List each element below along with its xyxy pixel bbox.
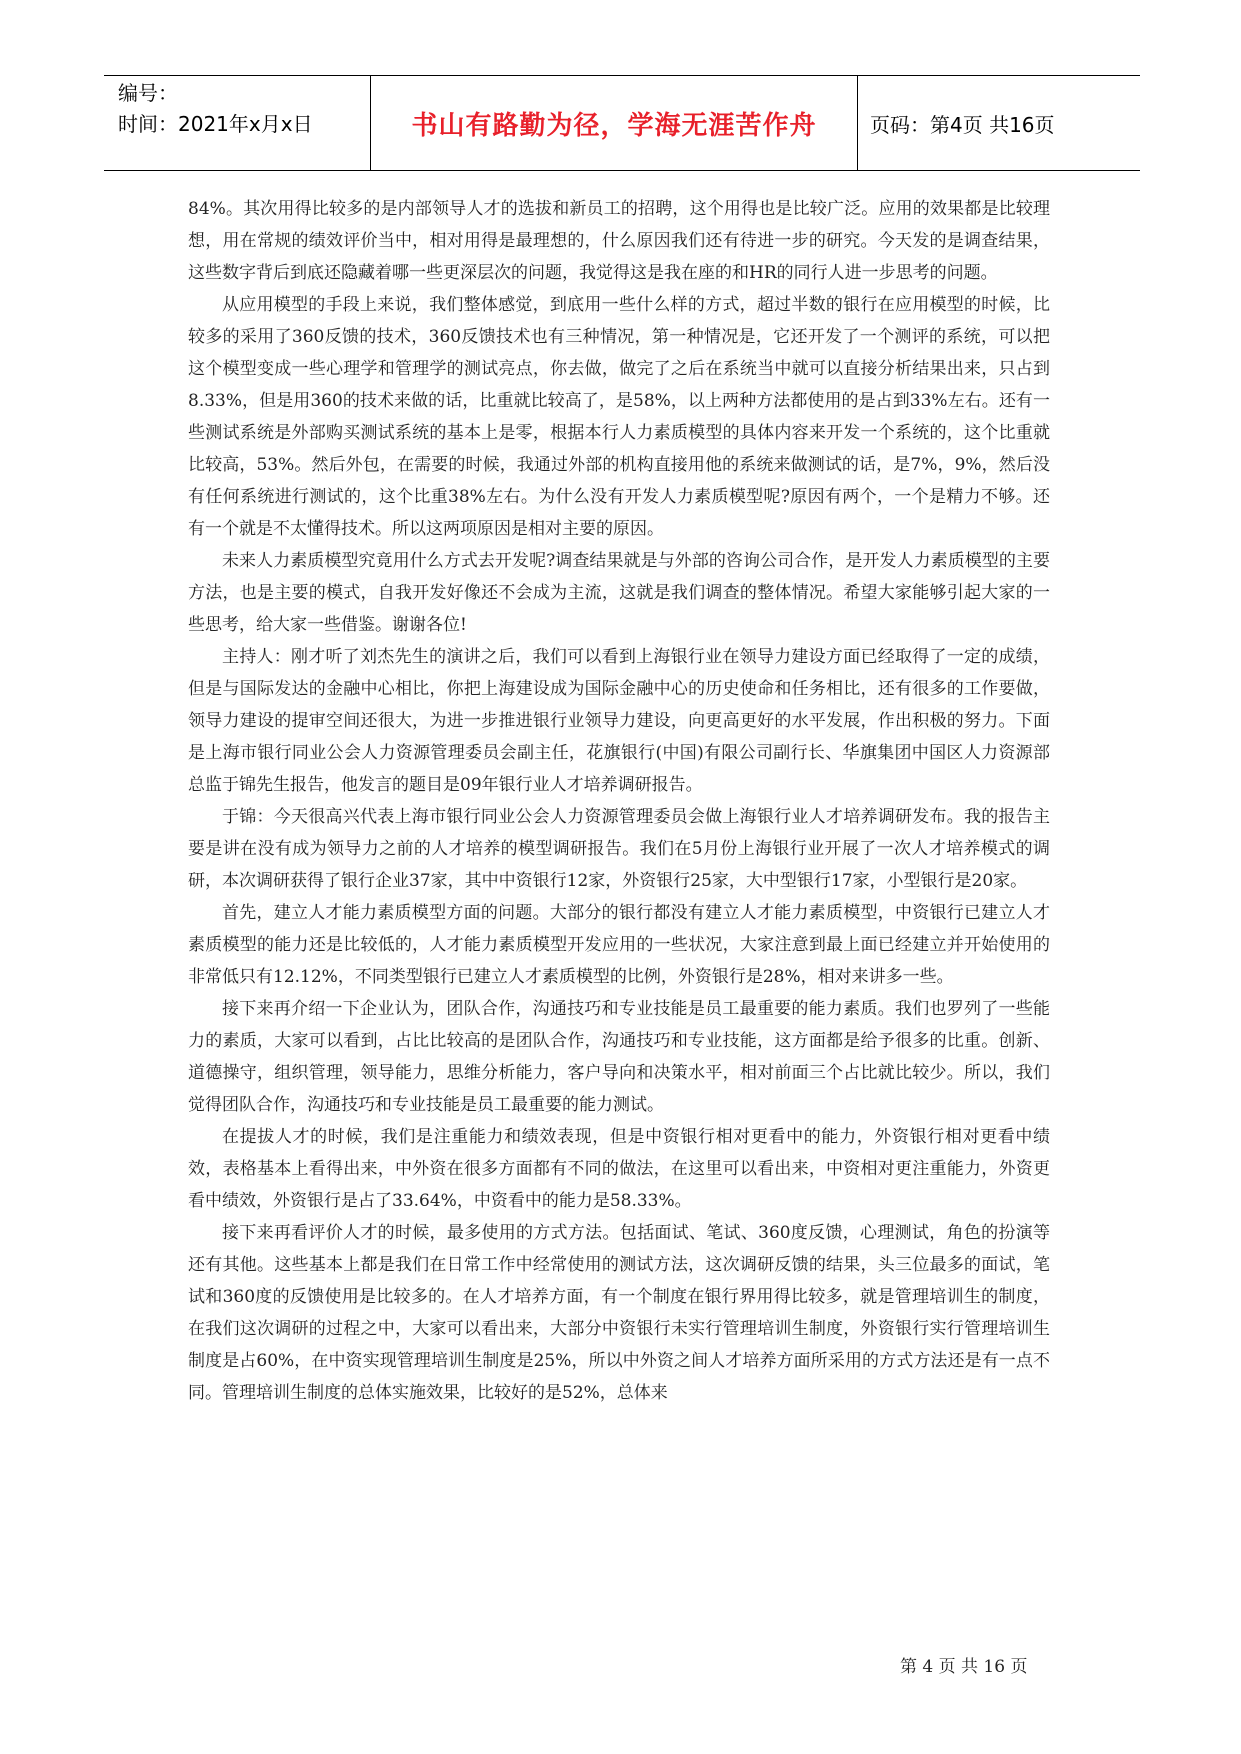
paragraph: 未来人力素质模型究竟用什么方式去开发呢?调查结果就是与外部的咨询公司合作，是开发人力素质模型的主要方法，也是主要的模式，自我开发好像还不会成为主流，这就是我们调查的整体情况。希望大家能够引起大家的一些思考，给大家一些借鉴。谢谢各位! bbox=[188, 551, 1050, 635]
paragraph: 在提拔人才的时候，我们是注重能力和绩效表现，但是中资银行相对更看中的能力，外资银行相对更看中绩效，表格基本上看得出来，中外资在很多方面都有不同的做法，在这里可以看出来，中资相对更注重能力，外资更看中绩效，外资银行是占了33.64%，中资看中的能力是58.33%。 bbox=[188, 1127, 1050, 1211]
header-page-info: 页码：第4页 共16页 bbox=[870, 112, 1055, 137]
footer-page-number: 第 4 页 共 16 页 bbox=[900, 1657, 1028, 1677]
page-footer bbox=[900, 1652, 1027, 1677]
paragraph: 主持人：刚才听了刘杰先生的演讲之后，我们可以看到上海银行业在领导力建设方面已经取得了一定的成绩，但是与国际发达的金融中心相比，你把上海建设成为国际金融中心的历史使命和任务相比，还有很多的工作要做，领导力建设的提审空间还很大，为进一步推进银行业领导力建设，向更高更好的水平发展，作出积极的努力。下面是上海市银行同业公会人力资源管理委员会副主任，花旗银行(中国)有限公司副行长、华旗集团中国区人力资源部总监于锦先生报告，他发言的题目是09年银行业人才培养调研报告。 bbox=[188, 647, 1050, 795]
paragraph: 接下来再看评价人才的时候，最多使用的方式方法。包括面试、笔试、360度反馈，心理测试，角色的扮演等还有其他。这些基本上都是我们在日常工作中经常使用的测试方法，这次调研反馈的结果，头三位最多的面试，笔试和360度的反馈使用是比较多的。在人才培养方面，有一个制度在银行界用得比较多，就是管理培训生的制度，在我们这次调研的过程之中，大家可以看出来，大部分中资银行未实行管理培训生制度，外资银行实行管理培训生制度是占60%，在中资实现管理培训生制度是25%，所以中外资之间人才培养方面所采用的方式方法还是有一点不同。管理培训生制度的总体实施效果，比较好的是52%，总体来 bbox=[188, 1223, 1050, 1403]
paragraph: 从应用模型的手段上来说，我们整体感觉，到底用一些什么样的方式，超过半数的银行在应用模型的时候，比较多的采用了360反馈的技术，360反馈技术也有三种情况，第一种情况是，它还开发了一个测评的系统，可以把这个模型变成一些心理学和管理学的测试亮点，你去做，做完了之后在系统当中就可以直接分析结果出来，只占到8.33%，但是用360的技术来做的话，比重就比较高了，是58%，以上两种方法都使用的是占到33%左右。还有一些测试系统是外部购买测试系统的基本上是零，根据本行人力素质模型的具体内容来开发一个系统的，这个比重就比较高，53%。然后外包，在需要的时候，我通过外部的机构直接用他的系统来做测试的话，是7%，9%，然后没有任何系统进行测试的，这个比重38%左右。为什么没有开发人力素质模型呢?原因有两个，一个是精力不够。还有一个就是不太懂得技术。所以这两项原因是相对主要的原因。 bbox=[188, 295, 1050, 539]
header-meta bbox=[104, 76, 370, 170]
paragraph: 接下来再介绍一下企业认为，团队合作，沟通技巧和专业技能是员工最重要的能力素质。我们也罗列了一些能力的素质，大家可以看到，占比比较高的是团队合作，沟通技巧和专业技能，这方面都是给予很多的比重。创新、道德操守，组织管理，领导能力，思维分析能力，客户导向和决策水平，相对前面三个占比就比较少。所以，我们觉得团队合作，沟通技巧和专业技能是员工最重要的能力测试。 bbox=[188, 999, 1050, 1115]
header-page-info-cell bbox=[858, 76, 1140, 170]
page-header bbox=[104, 75, 1140, 171]
header-motto-cell bbox=[370, 76, 858, 170]
document-body bbox=[188, 193, 1050, 1409]
header-motto: 书山有路勤为径，学海无涯苦作舟 bbox=[411, 110, 817, 141]
time-label: 时间：2021年x月x日 bbox=[118, 112, 313, 136]
paragraph: 首先，建立人才能力素质模型方面的问题。大部分的银行都没有建立人才能力素质模型，中资银行已建立人才素质模型的能力还是比较低的，人才能力素质模型开发应用的一些状况，大家注意到最上面已经建立并开始使用的非常低只有12.12%，不同类型银行已建立人才素质模型的比例，外资银行是28%，相对来讲多一些。 bbox=[188, 903, 1050, 987]
paragraph: 84%。其次用得比较多的是内部领导人才的选拔和新员工的招聘，这个用得也是比较广泛。应用的效果都是比较理想，用在常规的绩效评价当中，相对用得是最理想的，什么原因我们还有待进一步的研究。今天发的是调查结果，这些数字背后到底还隐藏着哪一些更深层次的问题，我觉得这是我在座的和HR的同行人进一步思考的问题。 bbox=[188, 199, 1050, 283]
number-label: 编号： bbox=[118, 81, 178, 105]
paragraph: 于锦：今天很高兴代表上海市银行同业公会人力资源管理委员会做上海银行业人才培养调研发布。我的报告主要是讲在没有成为领导力之前的人才培养的模型调研报告。我们在5月份上海银行业开展了一次人才培养模式的调研，本次调研获得了银行企业37家，其中中资银行12家，外资银行25家，大中型银行17家，小型银行是20家。 bbox=[188, 807, 1050, 891]
